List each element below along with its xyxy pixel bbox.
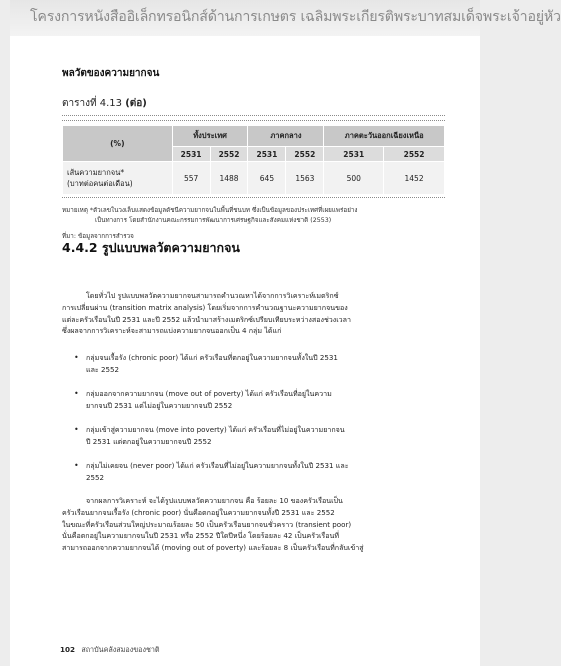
list-item-text: ปี 2531 แต่ตกอยู่ในความยากจนปี 2552 (86, 436, 212, 446)
text-line: การเปลี่ยนผ่าน (transition matrix analysis) โดยเริ่มจากการคำนวณฐานะความยากจนของ (62, 302, 348, 312)
table-row (63, 162, 445, 195)
subheading: 4.4.2 รูปแบบพลวัตความยากจน (62, 240, 240, 255)
group-header-northeast: ภาคตะวันออกเฉียงเหนือ (324, 126, 445, 147)
note-line: หมายเหตุ *ตัวเลขในวงเล็บแสดงข้อมูลดัชนีความยากจนในพื้นที่ชนบท ซึ่งเป็นข้อมูลของประเทศที่เผยแพร่อย่าง (62, 207, 358, 214)
table-top-rule (62, 115, 445, 116)
table-bottom-rule (62, 197, 445, 198)
bullet-icon: • (74, 389, 79, 398)
list-item-text: กลุ่มไม่เคยจน (never poor) ได้แก่ ครัวเรือนที่ไม่อยู่ในความยากจนทั้งในปี 2531 และ (86, 461, 349, 470)
table-source: ที่มา: ข้อมูลจากการสำรวจ (62, 233, 134, 240)
list-item (74, 424, 446, 448)
list-item-text: 2552 (86, 472, 105, 482)
list-item-text: กลุ่มเข้าสู่ความยากจน (move into poverty) ได้แก่ ครัวเรือนที่ไม่อยู่ในความยากจน (86, 425, 345, 434)
table-cell: 1488 (210, 162, 248, 195)
year-header: 2531 (324, 147, 384, 162)
year-header: 2531 (248, 147, 286, 162)
header-band (10, 0, 561, 36)
text-line: แต่ละครัวเรือนในปี 2531 และปี 2552 แล้วนำมาสร้างเมตริกซ์เปรียบเทียบระหว่างสองช่วงเวลา (62, 314, 351, 324)
text-line: นั่นคือตกอยู่ในความยากจนในปี 2531 หรือ 2552 ปีใดปีหนึ่ง โดยร้อยละ 42 เป็นครัวเรือนที่ (62, 531, 340, 541)
text-line: โดยทั่วไป รูปแบบพลวัตความยากจนสามารถคำนวณหาได้จากการวิเคราะห์เมตริกซ์ (86, 291, 339, 300)
row-label (63, 162, 173, 195)
page-footer (60, 645, 160, 656)
list-item (74, 460, 446, 484)
text-line: จากผลการวิเคราะห์ จะได้รูปแบบพลวัตความยากจน คือ ร้อยละ 10 ของครัวเรือนเป็น (86, 496, 343, 505)
table-header-row (63, 126, 445, 147)
list-item (74, 388, 446, 412)
text-line: สามารถออกจากความยากจนได้ (moving out of poverty) และร้อยละ 8 เป็นครัวเรือนที่กลับเข้าสู่ (62, 543, 364, 553)
year-header: 2552 (384, 147, 445, 162)
table-caption-continued: (ต่อ) (125, 98, 147, 109)
list-item-text: กลุ่มจนเรื้อรัง (chronic poor) ได้แก่ ครัวเรือนที่ตกอยู่ในความยากจนทั้งในปี 2531 (86, 353, 338, 362)
paragraph-1 (62, 290, 446, 337)
list-item-text: กลุ่มออกจากความยากจน (move out of poverty) ได้แก่ ครัวเรือนที่อยู่ในความ (86, 389, 332, 398)
year-header: 2552 (286, 147, 324, 162)
section-title: พลวัตของความยากจน (62, 68, 160, 79)
list-item-text: และ 2552 (86, 364, 120, 374)
table-cell: 500 (324, 162, 384, 195)
group-header-national: ทั้งประเทศ (172, 126, 248, 147)
year-header: 2552 (210, 147, 248, 162)
bullet-icon: • (74, 353, 79, 362)
note-line: เป็นทางการ โดยสำนักงานคณะกรรมการพัฒนาการเศรษฐกิจและสังคมแห่งชาติ (2553) (95, 217, 332, 224)
table-caption (62, 96, 147, 111)
table-cell: 1563 (286, 162, 324, 195)
list-item (74, 352, 446, 376)
table-cell: 557 (172, 162, 210, 195)
table-caption-number: ตารางที่ 4.13 (62, 98, 123, 109)
running-head: โครงการหนังสืออิเล็กทรอนิกส์ด้านการเกษตร เฉลิมพระเกียรติพระบาทสมเด็จพระเจ้าอยู่หัว (30, 9, 561, 25)
page-number: 102 (60, 645, 76, 654)
row-label-line1: เส้นความยากจน* (67, 168, 125, 177)
bullet-icon: • (74, 461, 79, 470)
list-item-text: ยากจนปี 2531 แต่ไม่อยู่ในความยากจนปี 2552 (86, 400, 233, 410)
table-cell: 645 (248, 162, 286, 195)
paragraph-2 (62, 495, 446, 554)
year-header: 2531 (172, 147, 210, 162)
text-line: ครัวเรือนยากจนเรื้อรัง (chronic poor) นั่นคือตกอยู่ในความยากจนทั้งปี 2531 และ 2552 (62, 507, 335, 517)
table-top-rule-2 (62, 120, 445, 121)
row-label-line2: (บาทต่อคนต่อเดือน) (67, 179, 133, 188)
group-header-central: ภาคกลาง (248, 126, 324, 147)
table-cell: 1452 (384, 162, 445, 195)
publisher-name: สถาบันคลังสมองของชาติ (81, 645, 160, 654)
poverty-line-table (62, 125, 445, 195)
text-line: ในขณะที่ครัวเรือนส่วนใหญ่ประมาณร้อยละ 50 เป็นครัวเรือนยากจนชั่วคราว (transient poor) (62, 519, 352, 529)
text-line: ซึ่งผลจากการวิเคราะห์จะสามารถแบ่งความยากจนออกเป็น 4 กลุ่ม ได้แก่ (62, 326, 282, 336)
bullet-icon: • (74, 425, 79, 434)
unit-header: (%) (63, 126, 173, 162)
document-page (10, 0, 561, 666)
table-note (62, 206, 462, 226)
